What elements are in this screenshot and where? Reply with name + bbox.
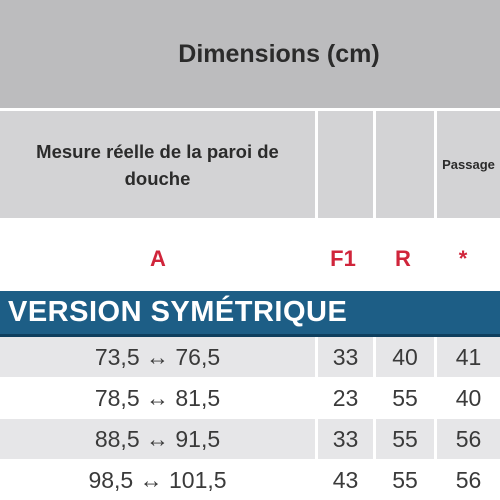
table-title: Dimensions (cm)	[178, 39, 380, 68]
header-passage: Passage	[437, 111, 500, 218]
cell-passage: 40	[437, 378, 500, 418]
code-a: A	[150, 246, 166, 271]
cell-measure: 78,5 ↔ 81,5	[0, 378, 315, 418]
cell-passage: 56	[437, 460, 500, 500]
cell-r: 55	[376, 378, 434, 418]
cell-measure: 88,5 ↔ 91,5	[0, 419, 315, 459]
code-passage: *	[458, 246, 468, 271]
table-row	[0, 419, 500, 459]
cell-f1: 33	[318, 419, 373, 459]
table-row	[0, 378, 500, 418]
header-measure: Mesure réelle de la paroi de douche	[0, 111, 315, 218]
code-r: R	[395, 246, 411, 271]
cell-passage: 56	[437, 419, 500, 459]
table-title-band	[0, 0, 500, 108]
cell-r: 40	[376, 337, 434, 377]
header-f1	[318, 111, 373, 218]
code-row	[0, 218, 500, 290]
cell-f1: 33	[318, 337, 373, 377]
section-heading: VERSION SYMÉTRIQUE	[0, 291, 500, 334]
cell-r: 55	[376, 419, 434, 459]
table-row	[0, 460, 500, 500]
cell-f1: 23	[318, 378, 373, 418]
table-row	[0, 337, 500, 377]
cell-f1: 43	[318, 460, 373, 500]
header-r	[376, 111, 434, 218]
cell-measure: 73,5 ↔ 76,5	[0, 337, 315, 377]
cell-passage: 41	[437, 337, 500, 377]
column-header-row	[0, 111, 500, 218]
code-f1: F1	[330, 246, 356, 271]
cell-r: 55	[376, 460, 434, 500]
cell-measure: 98,5 ↔ 101,5	[0, 460, 315, 500]
